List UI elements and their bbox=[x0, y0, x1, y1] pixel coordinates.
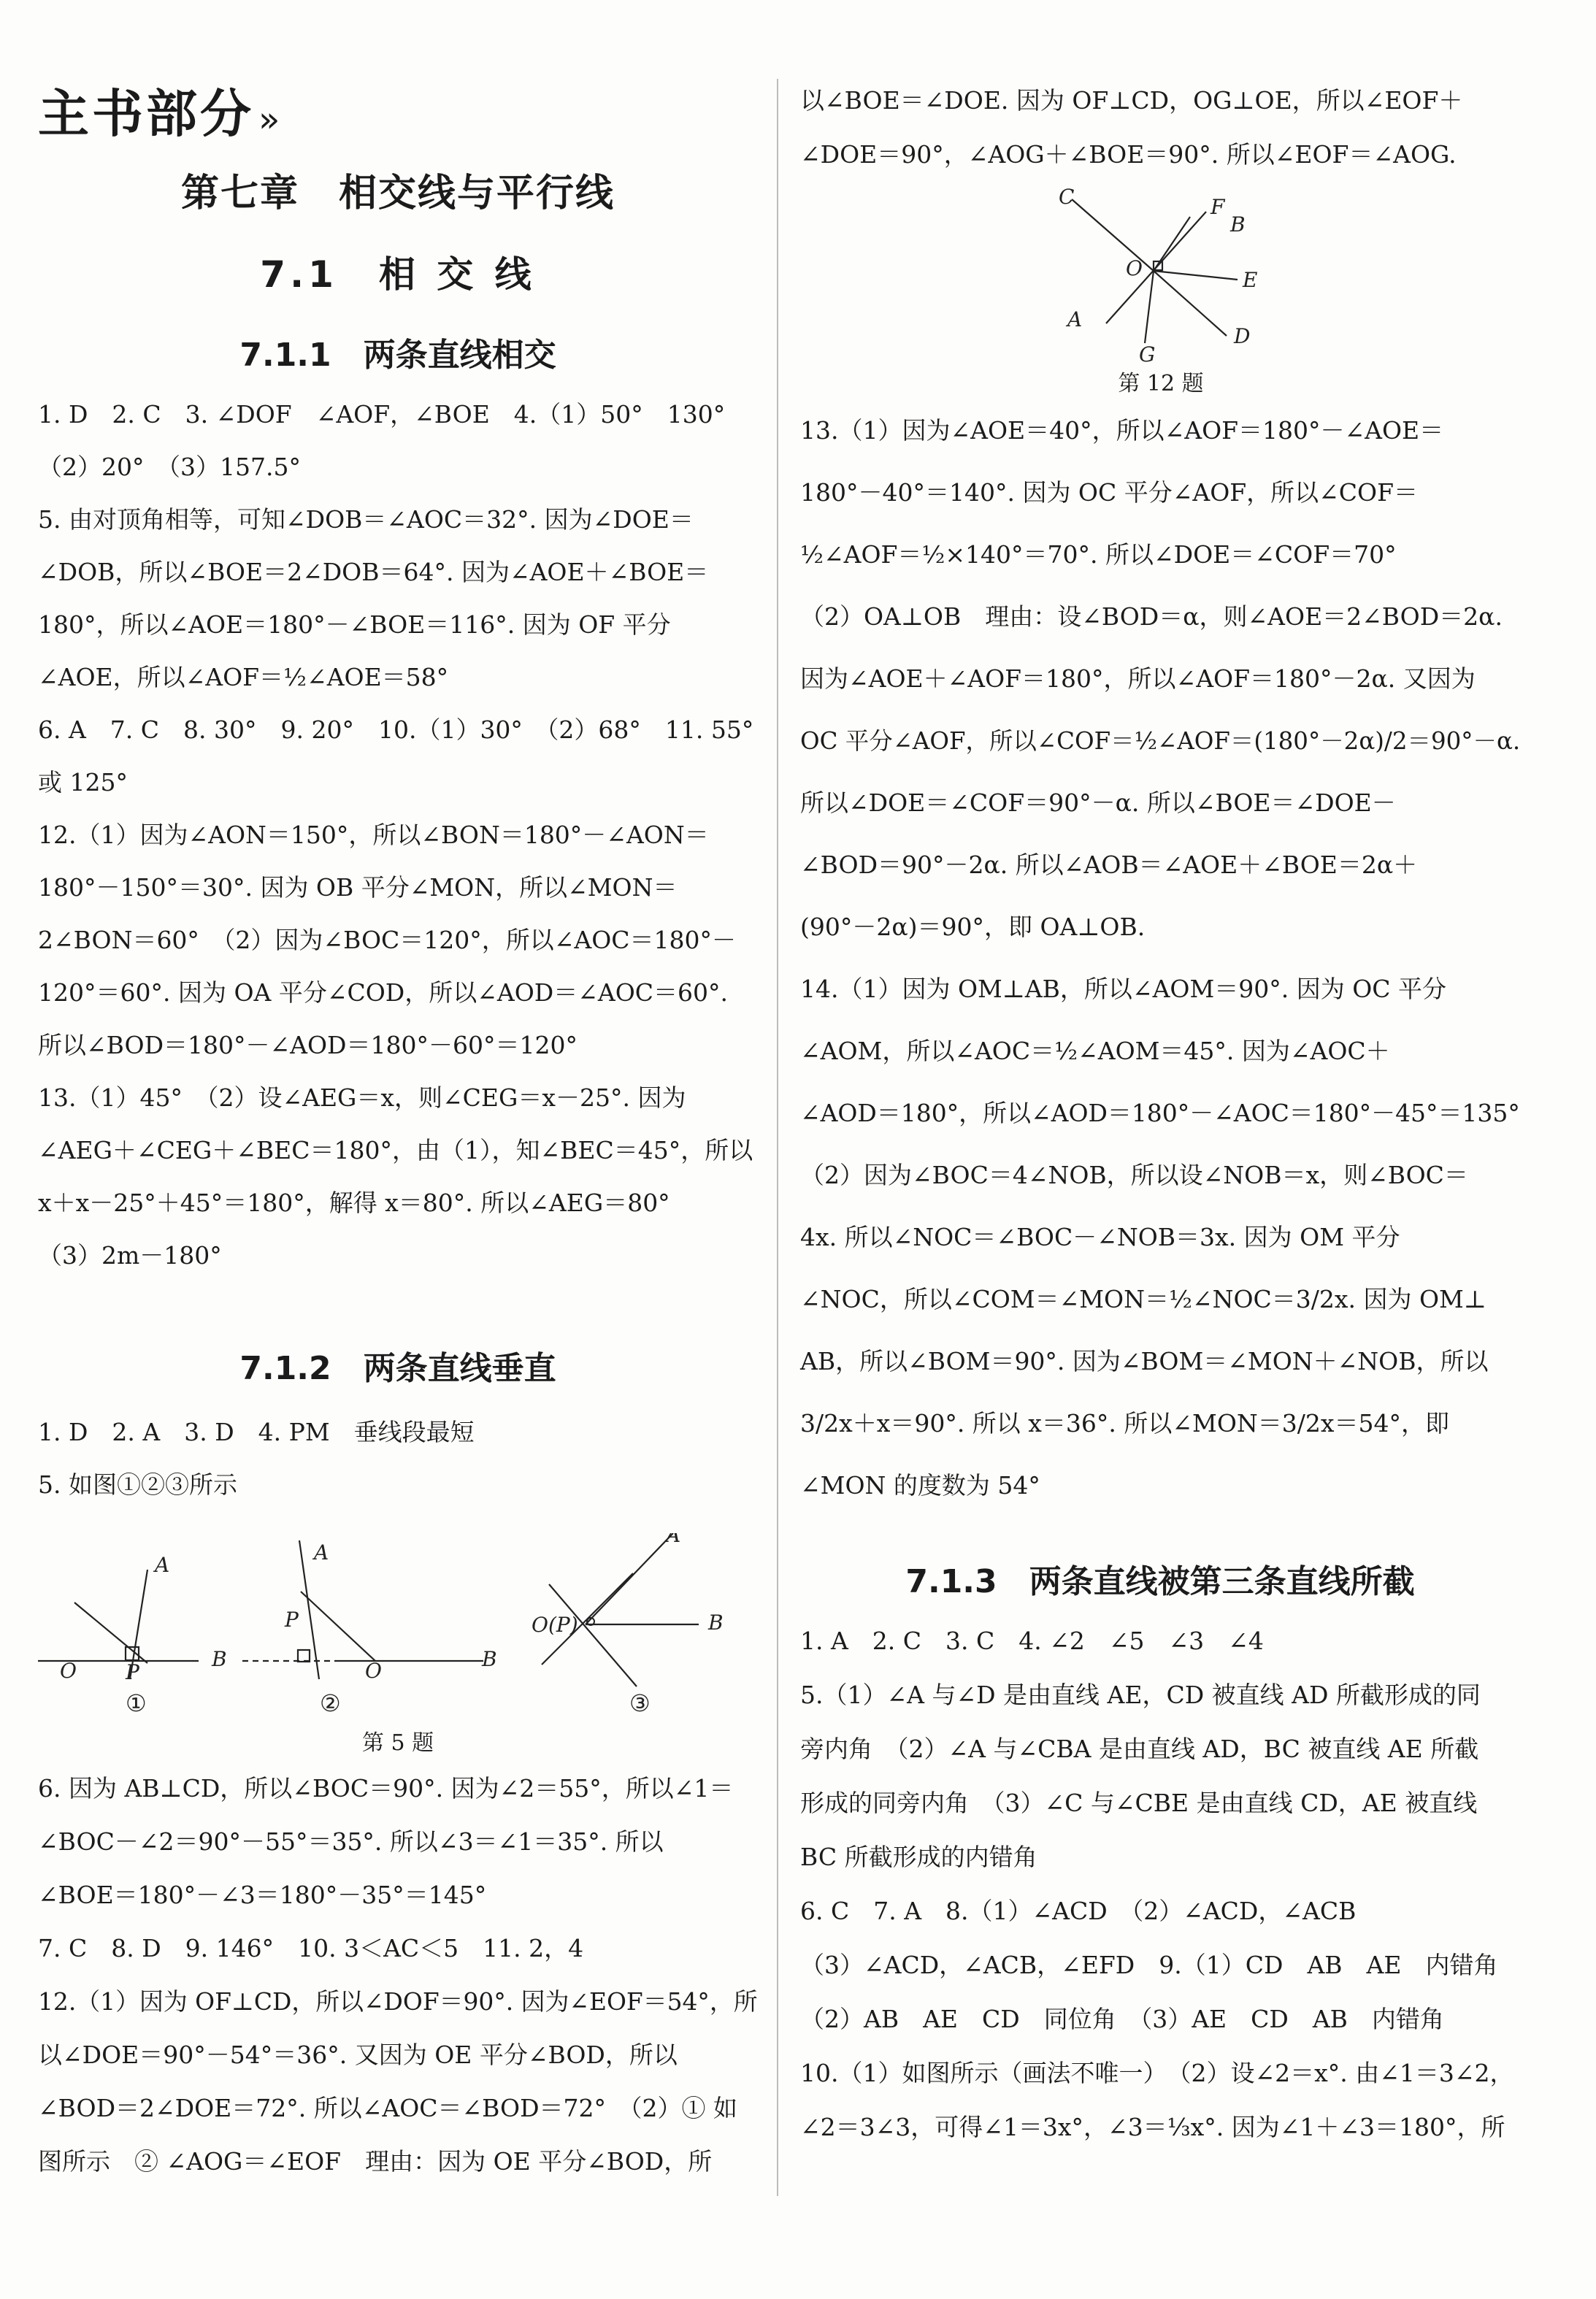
answer-line: ½∠AOF＝½×140°＝70°. 所以∠DOE＝∠COF＝70° bbox=[800, 540, 1397, 569]
answer-line: 120°＝60°. 因为 OA 平分∠COD，所以∠AOD＝∠AOC＝60°. bbox=[38, 978, 728, 1007]
fig5-number-2: ② bbox=[320, 1689, 341, 1717]
chevron-icon: » bbox=[258, 99, 283, 140]
answer-line: （2）因为∠BOC＝4∠NOB，所以设∠NOB＝x，则∠BOC＝ bbox=[800, 1161, 1468, 1189]
answer-line: 所以∠DOE＝∠COF＝90°－α. 所以∠BOE＝∠DOE－ bbox=[800, 788, 1396, 817]
fig5-number-3: ③ bbox=[629, 1689, 651, 1717]
answer-line: 4x. 所以∠NOC＝∠BOC－∠NOB＝3x. 因为 OM 平分 bbox=[800, 1223, 1400, 1251]
answer-line: ∠AEG＋∠CEG＋∠BEC＝180°，由（1），知∠BEC＝45°，所以 bbox=[38, 1136, 753, 1164]
answer-line: ∠NOC，所以∠COM＝∠MON＝½∠NOC＝3/2x. 因为 OM⊥ bbox=[800, 1285, 1486, 1313]
fig5-label-p-1: P bbox=[126, 1660, 139, 1684]
answer-line: 1. D 2. C 3. ∠DOF ∠AOF，∠BOE 4.（1）50° 130° bbox=[38, 400, 726, 429]
answer-line: 14.（1）因为 OM⊥AB，所以∠AOM＝90°. 因为 OC 平分 bbox=[800, 975, 1447, 1003]
answer-line: ∠BOC－∠2＝90°－55°＝35°. 所以∠3＝∠1＝35°. 所以 bbox=[38, 1827, 664, 1856]
fig12-label-g: G bbox=[1139, 342, 1156, 366]
subsection-title-1: 7.1.1 两条直线相交 bbox=[239, 337, 556, 374]
answer-line: 形成的同旁内角 （3）∠C 与∠CBE 是由直线 CD，AE 被直线 bbox=[800, 1789, 1478, 1817]
subsection-title-3: 7.1.3 两条直线被第三条直线所截 bbox=[905, 1563, 1415, 1600]
answer-line: 3/2x＋x＝90°. 所以 x＝36°. 所以∠MON＝3/2x＝54°，即 bbox=[800, 1409, 1449, 1438]
fig5-label-a-1: A bbox=[155, 1553, 170, 1577]
answer-line: 180°－150°＝30°. 因为 OB 平分∠MON，所以∠MON＝ bbox=[38, 873, 678, 902]
figure-12 bbox=[1037, 186, 1270, 372]
answer-line: 1. A 2. C 3. C 4. ∠2 ∠5 ∠3 ∠4 bbox=[800, 1627, 1264, 1655]
answer-line: （2）OA⊥OB 理由：设∠BOD＝α，则∠AOE＝2∠BOD＝2α. bbox=[800, 602, 1503, 631]
fig5-label-a-2: A bbox=[314, 1540, 329, 1565]
answer-line: ∠AOM，所以∠AOC＝½∠AOM＝45°. 因为∠AOC＋ bbox=[800, 1037, 1390, 1065]
answer-line: 或 125° bbox=[38, 768, 128, 797]
fig12-label-c: C bbox=[1059, 186, 1075, 209]
answer-line: （2）AB AE CD 同位角 （3）AE CD AB 内错角 bbox=[800, 2005, 1444, 2033]
answer-line: 5.（1）∠A 与∠D 是由直线 AE，CD 被直线 AD 所截形成的同 bbox=[800, 1681, 1481, 1709]
answer-line: BC 所截形成的内错角 bbox=[800, 1843, 1037, 1871]
fig5-label-op-3: O(P) bbox=[532, 1613, 578, 1637]
answer-line: 12.（1）因为 OF⊥CD，所以∠DOF＝90°. 因为∠EOF＝54°，所 bbox=[38, 1987, 758, 2016]
fig5-label-o-1: O bbox=[60, 1659, 77, 1683]
subsection-title-2: 7.1.2 两条直线垂直 bbox=[239, 1350, 556, 1387]
answer-line: 6. 因为 AB⊥CD，所以∠BOC＝90°. 因为∠2＝55°，所以∠1＝ bbox=[38, 1774, 734, 1803]
answer-line: 5. 如图①②③所示 bbox=[38, 1470, 237, 1499]
answer-line: (90°－2α)＝90°，即 OA⊥OB. bbox=[800, 913, 1146, 941]
fig12-label-b: B bbox=[1230, 212, 1246, 237]
figure-5-caption: 第 5 题 bbox=[361, 1730, 434, 1756]
answer-line: 因为∠AOE＋∠AOF＝180°，所以∠AOF＝180°－2α. 又因为 bbox=[800, 664, 1476, 693]
fig5-label-b-2: B bbox=[482, 1647, 497, 1671]
answer-line: 旁内角 （2）∠A 与∠CBA 是由直线 AD，BC 被直线 AE 所截 bbox=[800, 1735, 1479, 1763]
answer-line: OC 平分∠AOF，所以∠COF＝½∠AOF＝(180°－2α)/2＝90°－α. bbox=[800, 727, 1521, 755]
answer-line: 1. D 2. A 3. D 4. PM 垂线段最短 bbox=[38, 1418, 475, 1446]
answer-line: （2）20° （3）157.5° bbox=[38, 453, 301, 481]
fig5-number-1: ① bbox=[126, 1689, 147, 1717]
answer-line: 所以∠BOD＝180°－∠AOD＝180°－60°＝120° bbox=[38, 1031, 578, 1059]
fig5-label-a-3: A bbox=[666, 1533, 681, 1547]
fig5-label-b-3: B bbox=[708, 1611, 724, 1635]
answer-line: 6. A 7. C 8. 30° 9. 20° 10.（1）30° （2）68° 11. 55° bbox=[38, 715, 754, 744]
answer-line: 图所示 ② ∠AOG＝∠EOF 理由：因为 OE 平分∠BOD，所 bbox=[38, 2147, 713, 2176]
figure-5-svg bbox=[38, 1533, 758, 1730]
part-title: 主书部分 » bbox=[38, 84, 283, 144]
answer-line: 13.（1）因为∠AOE＝40°，所以∠AOF＝180°－∠AOE＝ bbox=[800, 416, 1444, 445]
answer-line: 12.（1）因为∠AON＝150°，所以∠BON＝180°－∠AON＝ bbox=[38, 821, 709, 849]
answer-line: ∠AOD＝180°，所以∠AOD＝180°－∠AOC＝180°－45°＝135° bbox=[800, 1099, 1520, 1127]
answer-line: ∠2＝3∠3，可得∠1＝3x°，∠3＝⅓x°. 因为∠1＋∠3＝180°，所 bbox=[800, 2113, 1505, 2141]
figure-12-svg bbox=[1037, 186, 1270, 369]
answer-line: ∠BOD＝2∠DOE＝72°. 所以∠AOC＝∠BOD＝72° （2）① 如 bbox=[38, 2094, 738, 2122]
answer-line: 10.（1）如图所示（画法不唯一） （2）设∠2＝x°. 由∠1＝3∠2， bbox=[800, 2059, 1514, 2087]
figure-5 bbox=[38, 1533, 758, 1733]
answer-line: 以∠DOE＝90°－54°＝36°. 又因为 OE 平分∠BOD，所以 bbox=[38, 2041, 678, 2069]
answer-line: ∠DOE＝90°，∠AOG＋∠BOE＝90°. 所以∠EOF＝∠AOG. bbox=[800, 140, 1457, 169]
fig5-label-o-2: O bbox=[365, 1659, 382, 1683]
answer-line: AB，所以∠BOM＝90°. 因为∠BOM＝∠MON＋∠NOB，所以 bbox=[800, 1347, 1489, 1375]
chapter-title: 第七章 相交线与平行线 bbox=[180, 172, 615, 215]
answer-line: （3）∠ACD，∠ACB，∠EFD 9.（1）CD AB AE 内错角 bbox=[800, 1951, 1498, 1979]
fig5-label-p-2: P bbox=[285, 1608, 299, 1632]
answer-line: 6. C 7. A 8.（1）∠ACD （2）∠ACD，∠ACB bbox=[800, 1897, 1357, 1925]
section-title: 7.1 相 交 线 bbox=[260, 253, 536, 296]
answer-line: x＋x－25°＋45°＝180°，解得 x＝80°. 所以∠AEG＝80° bbox=[38, 1189, 670, 1217]
column-divider bbox=[777, 79, 778, 2196]
answer-line: ∠MON 的度数为 54° bbox=[800, 1471, 1040, 1500]
answer-line: 以∠BOE＝∠DOE. 因为 OF⊥CD，OG⊥OE，所以∠EOF＋ bbox=[800, 86, 1463, 115]
answer-line: 180°，所以∠AOE＝180°－∠BOE＝116°. 因为 OF 平分 bbox=[38, 610, 671, 639]
answer-line: 180°－40°＝140°. 因为 OC 平分∠AOF，所以∠COF＝ bbox=[800, 478, 1419, 507]
fig12-label-o: O bbox=[1126, 256, 1143, 280]
answer-line: 13.（1）45° （2）设∠AEG＝x，则∠CEG＝x－25°. 因为 bbox=[38, 1083, 686, 1112]
fig12-label-d: D bbox=[1234, 324, 1251, 348]
answer-line: 5. 由对顶角相等，可知∠DOB＝∠AOC＝32°. 因为∠DOE＝ bbox=[38, 505, 694, 534]
fig12-label-a: A bbox=[1067, 307, 1083, 331]
fig5-label-b-1: B bbox=[212, 1647, 227, 1671]
answer-line: 7. C 8. D 9. 146° 10. 3＜AC＜5 11. 2，4 bbox=[38, 1934, 584, 1962]
answer-line: ∠BOD＝90°－2α. 所以∠AOB＝∠AOE＋∠BOE＝2α＋ bbox=[800, 851, 1418, 879]
answer-line: 2∠BON＝60° （2）因为∠BOC＝120°，所以∠AOC＝180°－ bbox=[38, 926, 737, 954]
answer-line: （3）2m－180° bbox=[38, 1241, 222, 1270]
figure-12-caption: 第 12 题 bbox=[1118, 371, 1204, 396]
answer-line: ∠BOE＝180°－∠3＝180°－35°＝145° bbox=[38, 1881, 487, 1909]
fig12-label-e: E bbox=[1243, 268, 1258, 292]
answer-line: ∠AOE，所以∠AOF＝½∠AOE＝58° bbox=[38, 663, 449, 691]
fig12-label-f: F bbox=[1211, 195, 1225, 219]
answer-line: ∠DOB，所以∠BOE＝2∠DOB＝64°. 因为∠AOE＋∠BOE＝ bbox=[38, 558, 709, 586]
